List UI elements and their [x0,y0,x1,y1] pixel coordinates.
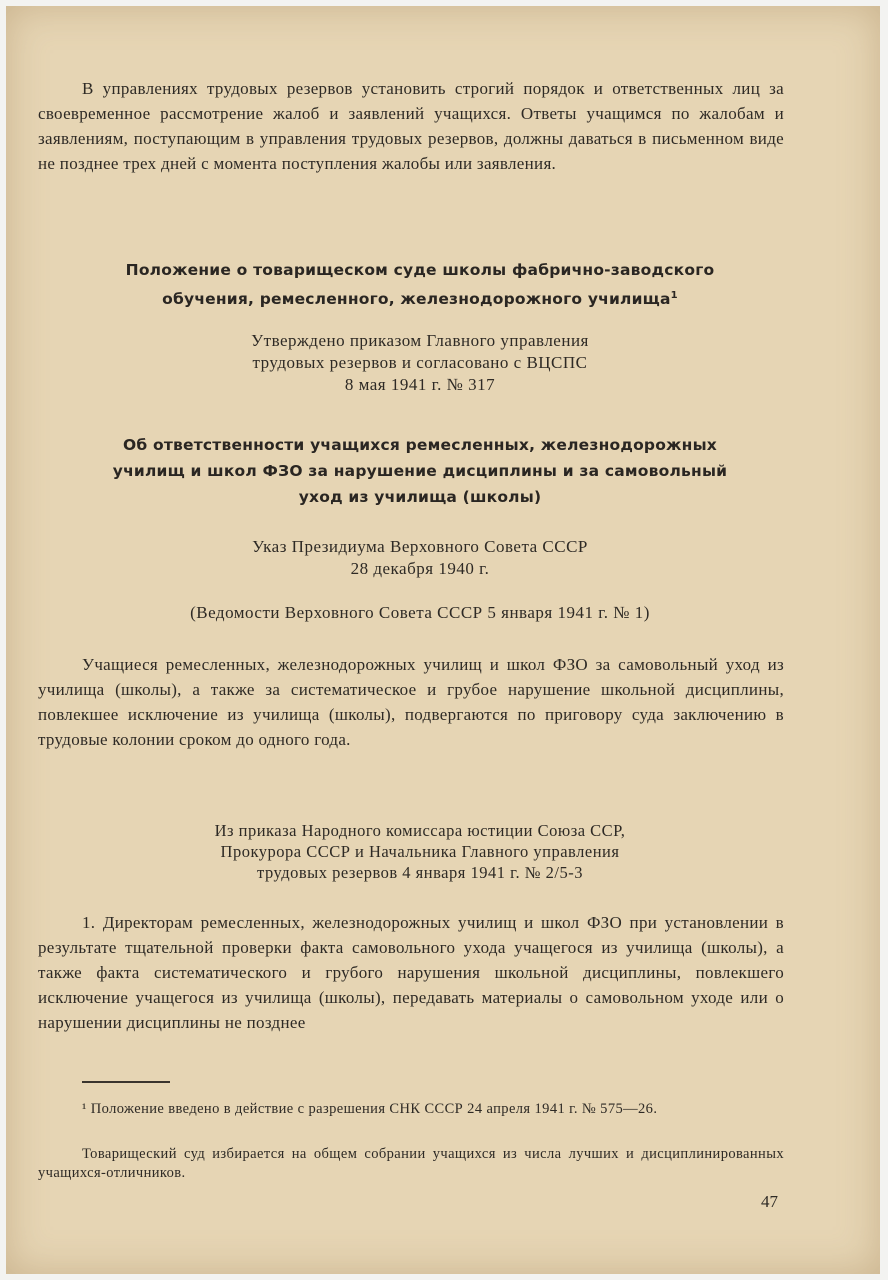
order-line: трудовых резервов 4 января 1941 г. № 2/5-3 [257,863,583,882]
section1-approval [46,330,794,396]
footnote-1: ¹ Положение введено в действие с разрешения СНК СССР 24 апреля 1941 г. № 575—26. [82,1101,658,1117]
section2-body: Учащиеся ремесленных, железнодорожных училищ и школ ФЗО за самовольный уход из училища (школы), а также за систематическое и грубое нарушение школьной дисциплины, повлекшее исключение из училища (школы), подвергаются по приговору суда заключению в трудовые колонии сроком до одного года. [38,655,784,749]
section1-title-line: Положение о товарищеском суде школы фабрично-заводского [125,261,715,279]
section1-title [46,257,794,312]
decree-line: Указ Президиума Верховного Совета СССР [252,537,588,556]
approval-line: трудовых резервов и согласовано с ВЦСПС [252,353,588,372]
section3-body: 1. Директорам ремесленных, железнодорожных училищ и школ ФЗО при установлении в результате тщательной проверки факта самовольного ухода учащегося из училища (школы), а также факта систематического и грубого нарушения школьной дисциплины, повлекшего исключение учащегося из училища (школы), передавать материалы о самовольном уходе или о нарушении дисциплины не позднее [38,913,784,1032]
page-number: 47 [761,1192,778,1211]
section2-title-line: Об ответственности учащихся ремесленных, железнодорожных [122,436,718,454]
order-line: Из приказа Народного комиссара юстиции Союза ССР, [214,821,626,840]
section2-source: (Ведомости Верховного Совета СССР 5 января 1941 г. № 1) [190,603,650,622]
section2-decree [46,536,794,580]
section2-title-line: уход из училища (школы) [298,488,542,506]
footnote-marker: 1 [670,290,678,301]
decree-line: 28 декабря 1940 г. [350,559,490,578]
footnote-2: Товарищеский суд избирается на общем собрании учащихся из числа лучших и дисциплинированных учащихся-отличников. [38,1146,784,1181]
approval-line: Утверждено приказом Главного управления [251,331,589,350]
section1-title-line: обучения, ремесленного, железнодорожного училища [162,290,671,309]
section3-order [46,820,794,883]
section2-title [46,432,794,510]
section2-title-line: училищ и школ ФЗО за нарушение дисциплины и за самовольный [112,462,728,480]
intro-paragraph: В управлениях трудовых резервов установить строгий порядок и ответственных лиц за своевременное рассмотрение жалоб и заявлений учащихся. Ответы учащимся по жалобам и заявлениям, поступающим в управления трудовых резервов, должны даваться в письменном виде не позднее трех дней с момента поступления жалобы или заявления. [38,79,784,173]
approval-line: 8 мая 1941 г. № 317 [344,375,496,394]
book-page [6,6,880,1274]
order-line: Прокурора СССР и Начальника Главного управления [220,842,620,861]
footnote-divider [82,1081,170,1083]
